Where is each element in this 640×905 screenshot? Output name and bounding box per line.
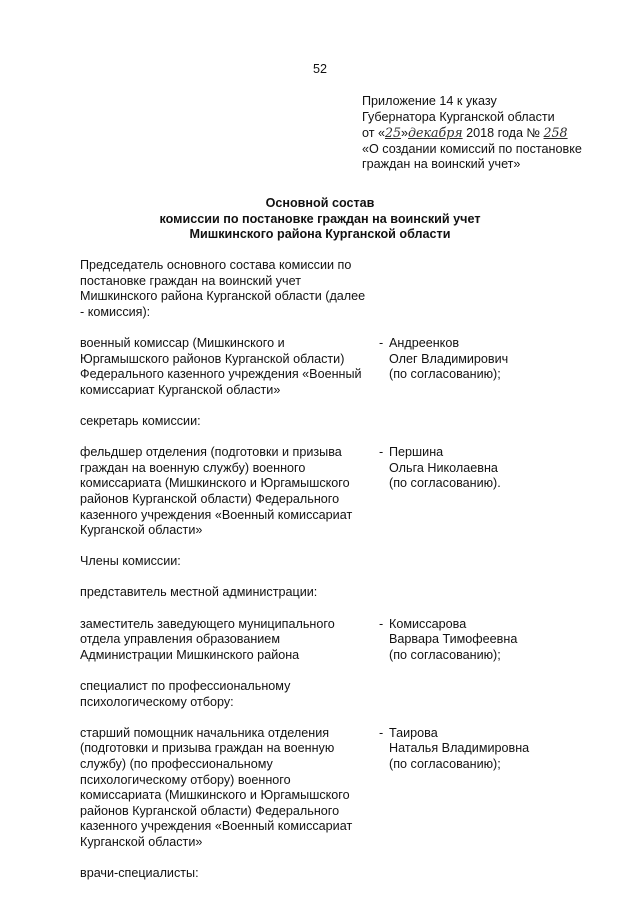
psych-label: специалист по профессиональному психологическому отбору: — [80, 679, 291, 709]
chair-position: военный комиссар (Мишкинского и Юргамышского районов Курганской области) Федерального казенного учреждения «Военный комиссариат Курганской области» — [80, 335, 362, 397]
secretary-label: секретарь комиссии: — [80, 413, 201, 428]
date-year: 2018 года № — [462, 126, 544, 141]
chair-row — [80, 336, 620, 398]
appendix-header — [362, 94, 632, 173]
composition-list — [80, 258, 620, 897]
date-quote-close: » — [401, 126, 409, 141]
chair-surname: Андреенков — [389, 335, 460, 350]
secretary-name: Ольга Николаевна — [389, 460, 498, 475]
appendix-line-1: Приложение 14 к указу — [362, 94, 497, 108]
psych-surname: Таирова — [389, 725, 438, 740]
chair-dash: - — [379, 335, 384, 350]
appendix-line-2: Губернатора Курганской области — [362, 109, 555, 124]
handwritten-month: декабря — [408, 125, 463, 141]
title-line-3: Мишкинского района Курганской области — [189, 227, 451, 242]
psych-position: старший помощник начальника отделения (подготовки и призыва граждан на военную службу) (по профессиональному психологическому отбору) военного комиссариата (Мишкинского и Юргамышского районов Курганской области) Федерального казенного учреждения «Военный комиссариат Курганской области» — [80, 725, 353, 849]
document-title — [0, 196, 640, 243]
chair-label: Председатель основного состава комиссии по постановке граждан на воинский учет Мишкинского района Курганской области (далее - комиссия): — [80, 258, 366, 319]
admin-label: представитель местной администрации: — [80, 585, 318, 600]
secretary-row — [80, 445, 620, 539]
handwritten-day: 25 — [385, 125, 402, 141]
psych-person — [379, 726, 619, 851]
admin-dash: - — [379, 616, 384, 631]
admin-row — [80, 617, 620, 664]
chair-person — [379, 336, 619, 398]
admin-surname: Комиссарова — [389, 616, 467, 631]
date-prefix: от « — [362, 126, 385, 141]
secretary-person — [379, 445, 619, 539]
admin-person — [379, 617, 619, 664]
psych-row — [80, 726, 620, 851]
doctors-label: врачи-специалисты: — [80, 866, 199, 881]
secretary-surname: Першина — [389, 445, 444, 460]
admin-note: (по согласованию); — [389, 647, 501, 662]
psych-name: Наталья Владимировна — [389, 741, 530, 756]
page-number: 52 — [312, 62, 327, 76]
psych-dash: - — [379, 725, 384, 740]
secretary-dash: - — [379, 445, 384, 460]
handwritten-number: 258 — [543, 125, 568, 141]
appendix-line-4: «О создании комиссий по постановке — [362, 141, 582, 156]
secretary-note: (по согласованию). — [389, 476, 501, 491]
psych-note: (по согласованию); — [389, 757, 501, 771]
admin-position: заместитель заведующего муниципального отдела управления образованием Администрации Мишкинского района — [80, 616, 335, 662]
members-label: Члены комиссии: — [80, 554, 181, 569]
title-line-1: Основной состав — [265, 196, 375, 210]
appendix-line-5: граждан на воинский учет» — [362, 157, 521, 172]
chair-note: (по согласованию); — [389, 367, 501, 382]
chair-name: Олег Владимирович — [389, 351, 509, 366]
admin-name: Варвара Тимофеевна — [389, 632, 518, 647]
secretary-position: фельдшер отделения (подготовки и призыва граждан на военную службу) военного комиссариата (Мишкинского и Юргамышского районов Курганской области) Федерального казенного учреждения «Военный комиссариат Курганской области» — [80, 445, 353, 538]
appendix-line-3 — [362, 125, 632, 142]
title-line-2: комиссии по постановке граждан на воинский учет — [159, 211, 481, 226]
